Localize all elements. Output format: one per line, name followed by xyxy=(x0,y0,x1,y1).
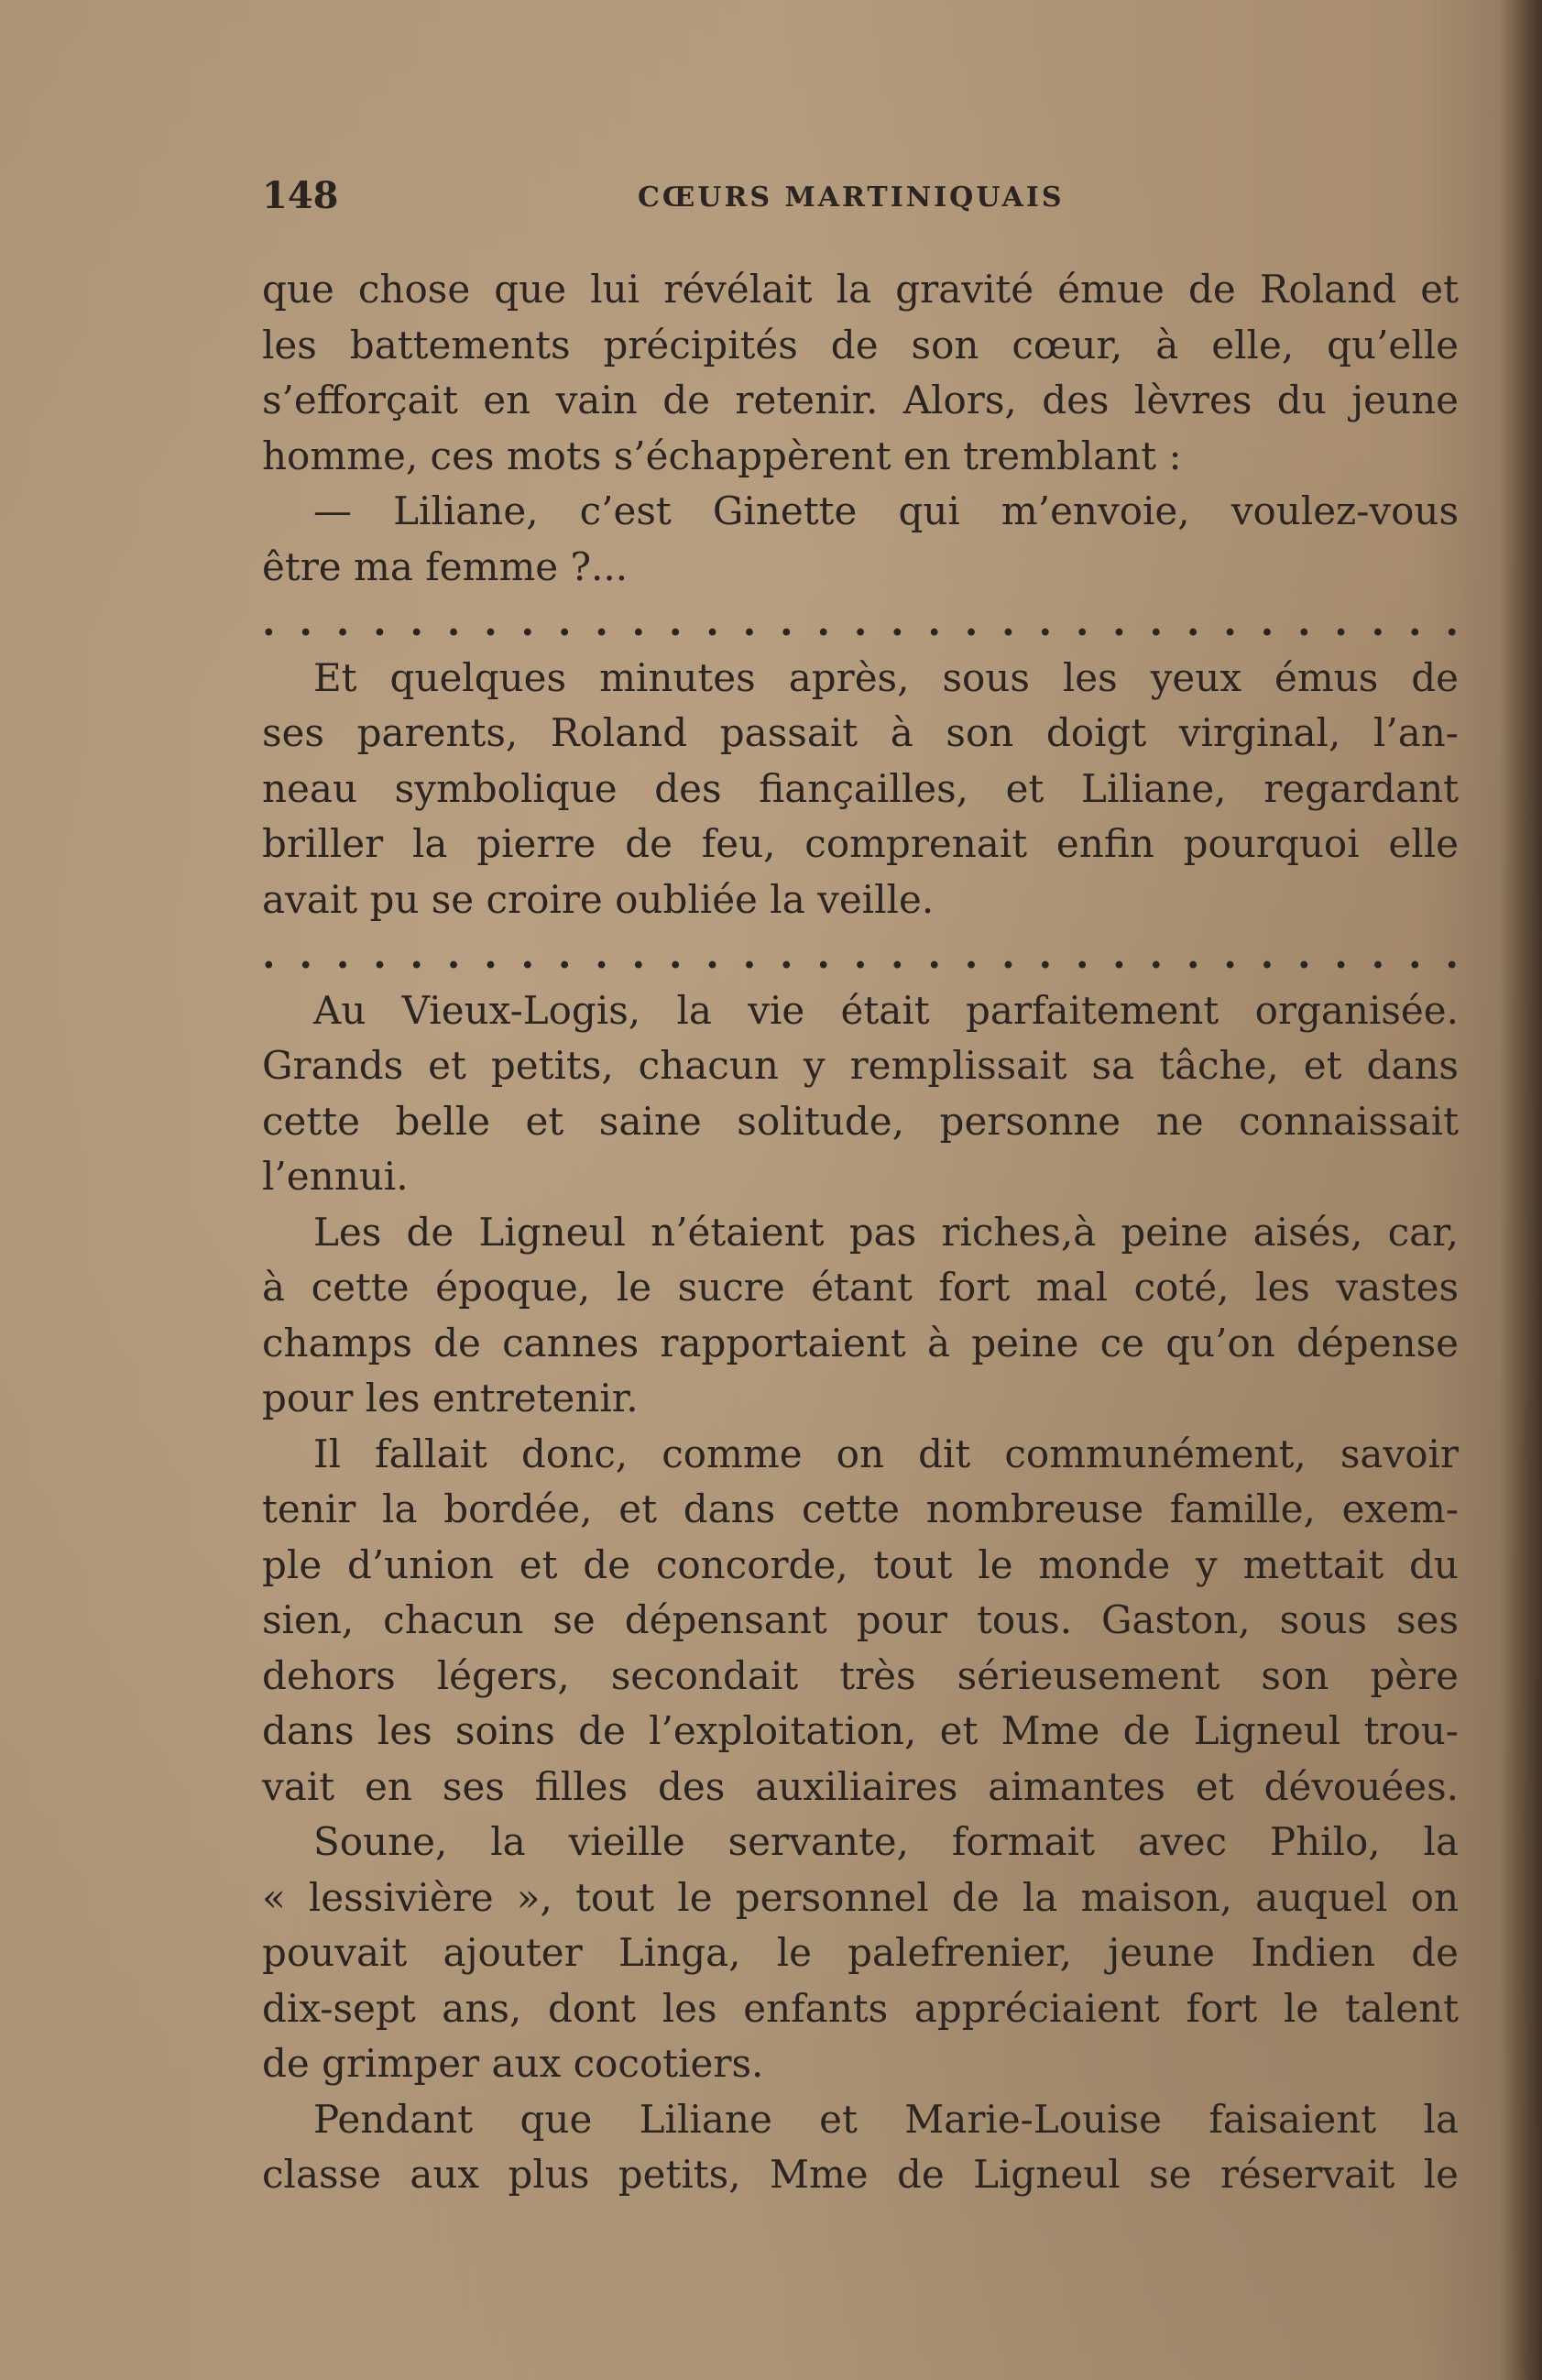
text-line: neau symbolique des fiançailles, et Liliane, regardant xyxy=(262,765,1459,811)
text-line: Au Vieux-Logis, la vie était parfaitement organisée. xyxy=(313,987,1459,1033)
text-line: l’ennui. xyxy=(262,1154,409,1199)
running-head: CŒURS MARTINIQUAIS xyxy=(638,181,1065,214)
text-line: Il fallait donc, comme on dit communément, savoir xyxy=(313,1431,1459,1476)
text-line: « lessivière », tout le personnel de la maison, auquel on xyxy=(262,1874,1459,1920)
text-line: pour les entretenir. xyxy=(262,1376,639,1420)
text-line: dehors légers, secondait très sérieusement son père xyxy=(262,1652,1459,1698)
text-line: ple d’union et de concorde, tout le monde y mettait du xyxy=(262,1541,1459,1587)
text-line: que chose que lui révélait la gravité émue de Roland et xyxy=(262,267,1459,312)
text-line: ses parents, Roland passait à son doigt virginal, l’an- xyxy=(262,710,1459,755)
text-line: les battements précipités de son cœur, à elle, qu’elle xyxy=(262,322,1459,367)
text-line: vait en ses filles des auxiliaires aimantes et dévouées. xyxy=(262,1763,1459,1809)
text-line: sien, chacun se dépensant pour tous. Gaston, sous ses xyxy=(262,1597,1459,1642)
page-header xyxy=(262,174,1459,220)
text-line: pouvait ajouter Linga, le palefrenier, jeune Indien de xyxy=(262,1930,1459,1975)
text-line: cette belle et saine solitude, personne ne connaissait xyxy=(262,1098,1459,1144)
dotted-separator: . . . . . . . . . . . . . . . . . . . . . . . . . . . . . . . . . xyxy=(262,932,1459,977)
text-line: champs de cannes rapportaient à peine ce qu’on dépense xyxy=(262,1320,1459,1365)
text-line: s’efforçait en vain de retenir. Alors, des lèvres du jeune xyxy=(262,378,1459,422)
text-line: avait pu se croire oubliée la veille. xyxy=(262,876,935,922)
text-line: Soune, la vieille servante, formait avec Philo, la xyxy=(313,1819,1459,1864)
text-line: de grimper aux cocotiers. xyxy=(262,2041,764,2086)
text-line: Et quelques minutes après, sous les yeux émus de xyxy=(313,654,1459,700)
text-line: classe aux plus petits, Mme de Ligneul se réservait le xyxy=(262,2152,1459,2197)
text-line: être ma femme ?... xyxy=(262,543,629,589)
text-line: dans les soins de l’exploitation, et Mme de Ligneul trou- xyxy=(262,1708,1459,1753)
text-line: briller la pierre de feu, comprenait enfin pourquoi elle xyxy=(262,821,1459,866)
text-line: dix-sept ans, dont les enfants appréciaient fort le talent xyxy=(262,1985,1459,2031)
body-text xyxy=(262,262,1459,2203)
text-line: Grands et petits, chacun y remplissait sa tâche, et dans xyxy=(262,1043,1459,1088)
text-line: Pendant que Liliane et Marie-Louise faisaient la xyxy=(313,2096,1459,2142)
text-line: — Liliane, c’est Ginette qui m’envoie, voulez-vous xyxy=(313,488,1459,533)
text-line: homme, ces mots s’échappèrent en tremblant : xyxy=(262,433,1182,478)
page-edge-shadow xyxy=(1500,0,1542,2380)
dotted-separator: . . . . . . . . . . . . . . . . . . . . . . . . . . . . . . . . . xyxy=(262,599,1459,644)
text-line: tenir la bordée, et dans cette nombreuse famille, exem- xyxy=(262,1486,1459,1531)
text-line: Les de Ligneul n’étaient pas riches,à peine aisés, car, xyxy=(313,1209,1459,1255)
text-line: à cette époque, le sucre étant fort mal coté, les vastes xyxy=(262,1265,1459,1310)
page-number: 148 xyxy=(262,174,339,217)
